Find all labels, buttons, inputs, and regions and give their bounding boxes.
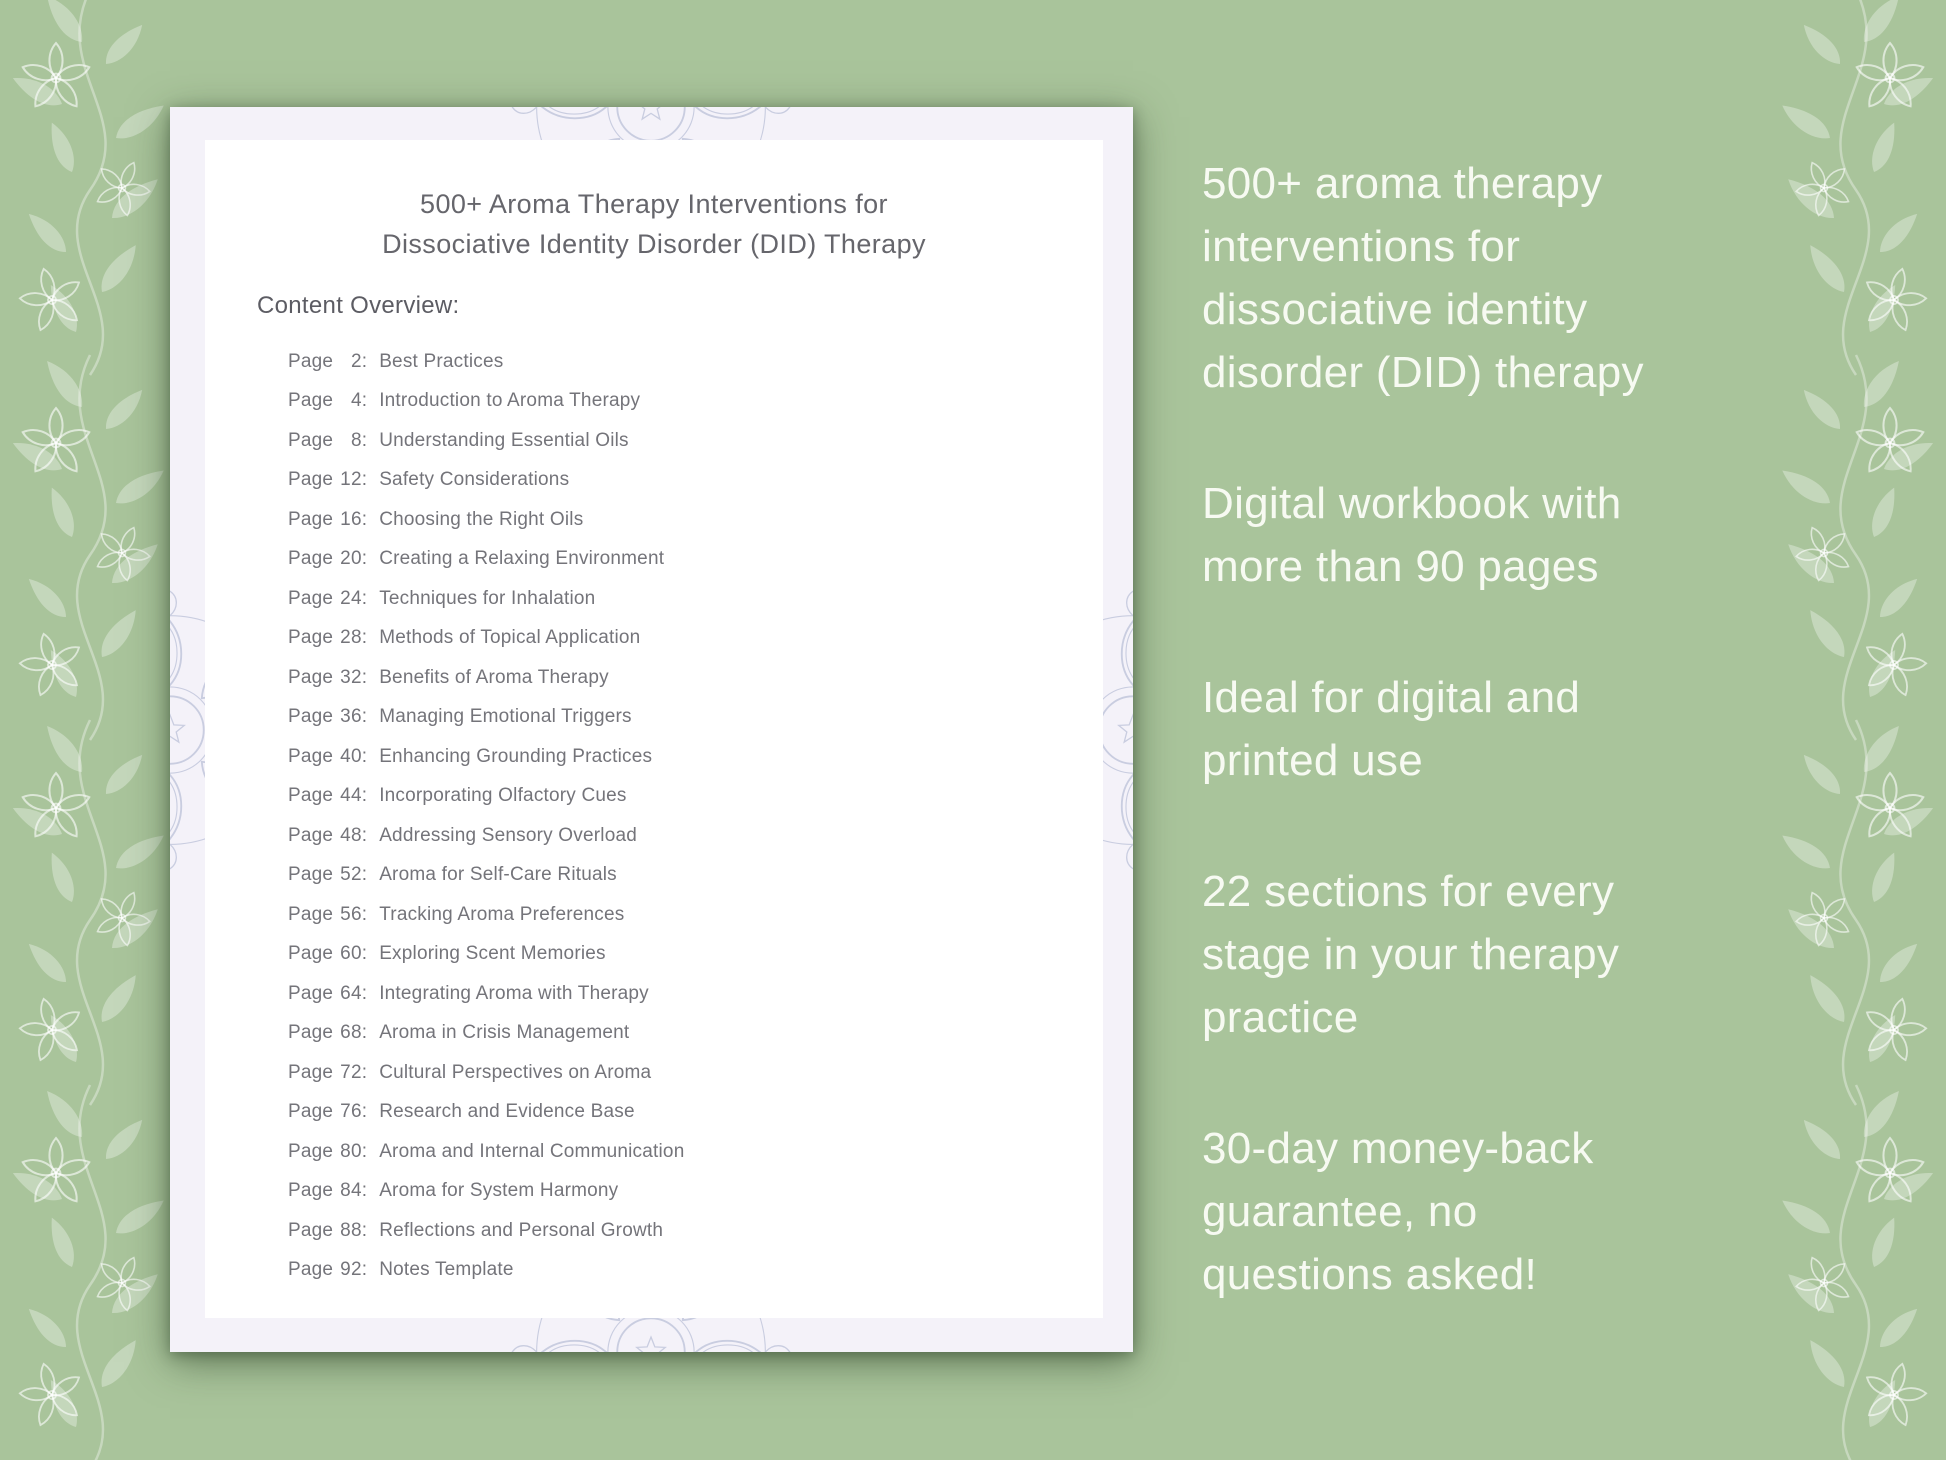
toc-page-number: 48: bbox=[340, 824, 368, 846]
toc-entry-title: Reflections and Personal Growth bbox=[379, 1219, 664, 1241]
toc-entry-title: Aroma for System Harmony bbox=[379, 1180, 619, 1202]
toc-page-word: Page bbox=[288, 548, 334, 570]
toc-page-number: 2: bbox=[350, 350, 368, 372]
right-floral-vine-decoration bbox=[1756, 0, 1946, 1460]
marketing-bullet: Digital workbook with more than 90 pages bbox=[1202, 479, 1622, 591]
toc-entry bbox=[288, 1251, 1103, 1291]
toc-page-number: 40: bbox=[340, 745, 368, 767]
toc-entry bbox=[288, 1211, 1103, 1251]
toc-entry bbox=[288, 698, 1103, 738]
toc-page-number: 44: bbox=[340, 785, 368, 807]
toc-entry-title: Safety Considerations bbox=[379, 469, 570, 491]
toc-page-word: Page bbox=[288, 469, 334, 491]
toc-page-word: Page bbox=[288, 982, 334, 1004]
toc-page-number: 16: bbox=[340, 508, 368, 530]
content-overview-heading: Content Overview: bbox=[257, 292, 460, 319]
toc-page-word: Page bbox=[288, 903, 334, 925]
marketing-bullet: 22 sections for every stage in your therapy practice bbox=[1202, 867, 1620, 1042]
toc-entry bbox=[288, 342, 1103, 382]
toc-entry bbox=[288, 1172, 1103, 1212]
toc-entry bbox=[288, 579, 1103, 619]
document-title-line: 500+ Aroma Therapy Interventions for bbox=[420, 189, 888, 219]
toc-entry-title: Research and Evidence Base bbox=[379, 1101, 635, 1123]
toc-entry-title: Methods of Topical Application bbox=[379, 627, 641, 649]
toc-page-word: Page bbox=[288, 943, 334, 965]
marketing-bullet: 500+ aroma therapy interventions for dissociative identity disorder (DID) therapy bbox=[1202, 159, 1644, 397]
toc-entry bbox=[288, 737, 1103, 777]
toc-list bbox=[288, 342, 1103, 1290]
toc-page-word: Page bbox=[288, 390, 334, 412]
marketing-bullet: Ideal for digital and printed use bbox=[1202, 673, 1581, 785]
toc-entry bbox=[288, 777, 1103, 817]
toc-page-word: Page bbox=[288, 508, 334, 530]
toc-page-number: 28: bbox=[340, 627, 368, 649]
toc-page-number: 20: bbox=[340, 548, 368, 570]
document-title bbox=[205, 184, 1103, 264]
toc-entry-title: Understanding Essential Oils bbox=[379, 429, 629, 451]
toc-page-number: 60: bbox=[340, 943, 368, 965]
toc-entry-title: Aroma in Crisis Management bbox=[379, 1022, 630, 1044]
toc-page-word: Page bbox=[288, 627, 334, 649]
toc-page-number: 72: bbox=[340, 1061, 368, 1083]
document-title-line: Dissociative Identity Disorder (DID) Therapy bbox=[382, 229, 926, 259]
toc-page-number: 80: bbox=[340, 1140, 368, 1162]
toc-entry-title: Exploring Scent Memories bbox=[379, 943, 606, 965]
toc-page-number: 88: bbox=[340, 1219, 368, 1241]
toc-entry bbox=[288, 500, 1103, 540]
toc-page-number: 8: bbox=[350, 429, 368, 451]
toc-entry bbox=[288, 856, 1103, 896]
toc-entry-title: Introduction to Aroma Therapy bbox=[379, 390, 641, 412]
toc-entry-title: Tracking Aroma Preferences bbox=[379, 903, 625, 925]
toc-page-word: Page bbox=[288, 745, 334, 767]
toc-page-number: 12: bbox=[340, 469, 368, 491]
marketing-bullet: 30-day money-back guarantee, no questions asked! bbox=[1202, 1124, 1594, 1299]
toc-entry bbox=[288, 1093, 1103, 1133]
toc-entry bbox=[288, 895, 1103, 935]
toc-page-word: Page bbox=[288, 1101, 334, 1123]
toc-page-word: Page bbox=[288, 785, 334, 807]
toc-page-number: 68: bbox=[340, 1022, 368, 1044]
document-page bbox=[205, 140, 1103, 1318]
toc-page-word: Page bbox=[288, 1219, 334, 1241]
toc-entry bbox=[288, 619, 1103, 659]
toc-page-number: 92: bbox=[340, 1259, 368, 1281]
toc-entry bbox=[288, 382, 1103, 422]
toc-page-word: Page bbox=[288, 706, 334, 728]
toc-page-word: Page bbox=[288, 429, 334, 451]
toc-entry-title: Addressing Sensory Overload bbox=[379, 824, 637, 846]
toc-page-number: 64: bbox=[340, 982, 368, 1004]
toc-entry bbox=[288, 1053, 1103, 1093]
toc-page-word: Page bbox=[288, 1180, 334, 1202]
toc-page-number: 52: bbox=[340, 864, 368, 886]
toc-page-number: 76: bbox=[340, 1101, 368, 1123]
toc-entry bbox=[288, 658, 1103, 698]
toc-entry bbox=[288, 421, 1103, 461]
toc-page-word: Page bbox=[288, 1140, 334, 1162]
toc-entry bbox=[288, 935, 1103, 975]
toc-entry-title: Benefits of Aroma Therapy bbox=[379, 666, 609, 688]
toc-page-word: Page bbox=[288, 666, 334, 688]
toc-entry-title: Cultural Perspectives on Aroma bbox=[379, 1061, 652, 1083]
toc-page-word: Page bbox=[288, 824, 334, 846]
toc-page-word: Page bbox=[288, 350, 334, 372]
toc-page-number: 4: bbox=[350, 390, 368, 412]
toc-page-word: Page bbox=[288, 1022, 334, 1044]
toc-page-number: 84: bbox=[340, 1180, 368, 1202]
toc-page-word: Page bbox=[288, 1061, 334, 1083]
toc-page-number: 24: bbox=[340, 587, 368, 609]
toc-entry bbox=[288, 1014, 1103, 1054]
toc-entry-title: Best Practices bbox=[379, 350, 504, 372]
toc-entry bbox=[288, 540, 1103, 580]
toc-page-number: 56: bbox=[340, 903, 368, 925]
toc-entry-title: Managing Emotional Triggers bbox=[379, 706, 632, 728]
toc-entry bbox=[288, 461, 1103, 501]
toc-entry bbox=[288, 816, 1103, 856]
toc-entry-title: Choosing the Right Oils bbox=[379, 508, 584, 530]
toc-entry-title: Aroma and Internal Communication bbox=[379, 1140, 685, 1162]
toc-entry-title: Techniques for Inhalation bbox=[379, 587, 596, 609]
marketing-panel bbox=[1202, 152, 1782, 1374]
toc-entry-title: Creating a Relaxing Environment bbox=[379, 548, 665, 570]
toc-entry-title: Enhancing Grounding Practices bbox=[379, 745, 653, 767]
toc-page-number: 36: bbox=[340, 706, 368, 728]
toc-entry-title: Incorporating Olfactory Cues bbox=[379, 785, 627, 807]
toc-page-word: Page bbox=[288, 1259, 334, 1281]
toc-entry bbox=[288, 974, 1103, 1014]
left-floral-vine-decoration bbox=[0, 0, 190, 1460]
toc-entry-title: Notes Template bbox=[379, 1259, 514, 1281]
toc-page-word: Page bbox=[288, 864, 334, 886]
toc-page-word: Page bbox=[288, 587, 334, 609]
toc-page-number: 32: bbox=[340, 666, 368, 688]
toc-entry-title: Aroma for Self-Care Rituals bbox=[379, 864, 617, 886]
toc-entry bbox=[288, 1132, 1103, 1172]
document-card bbox=[170, 107, 1133, 1352]
toc-entry-title: Integrating Aroma with Therapy bbox=[379, 982, 649, 1004]
